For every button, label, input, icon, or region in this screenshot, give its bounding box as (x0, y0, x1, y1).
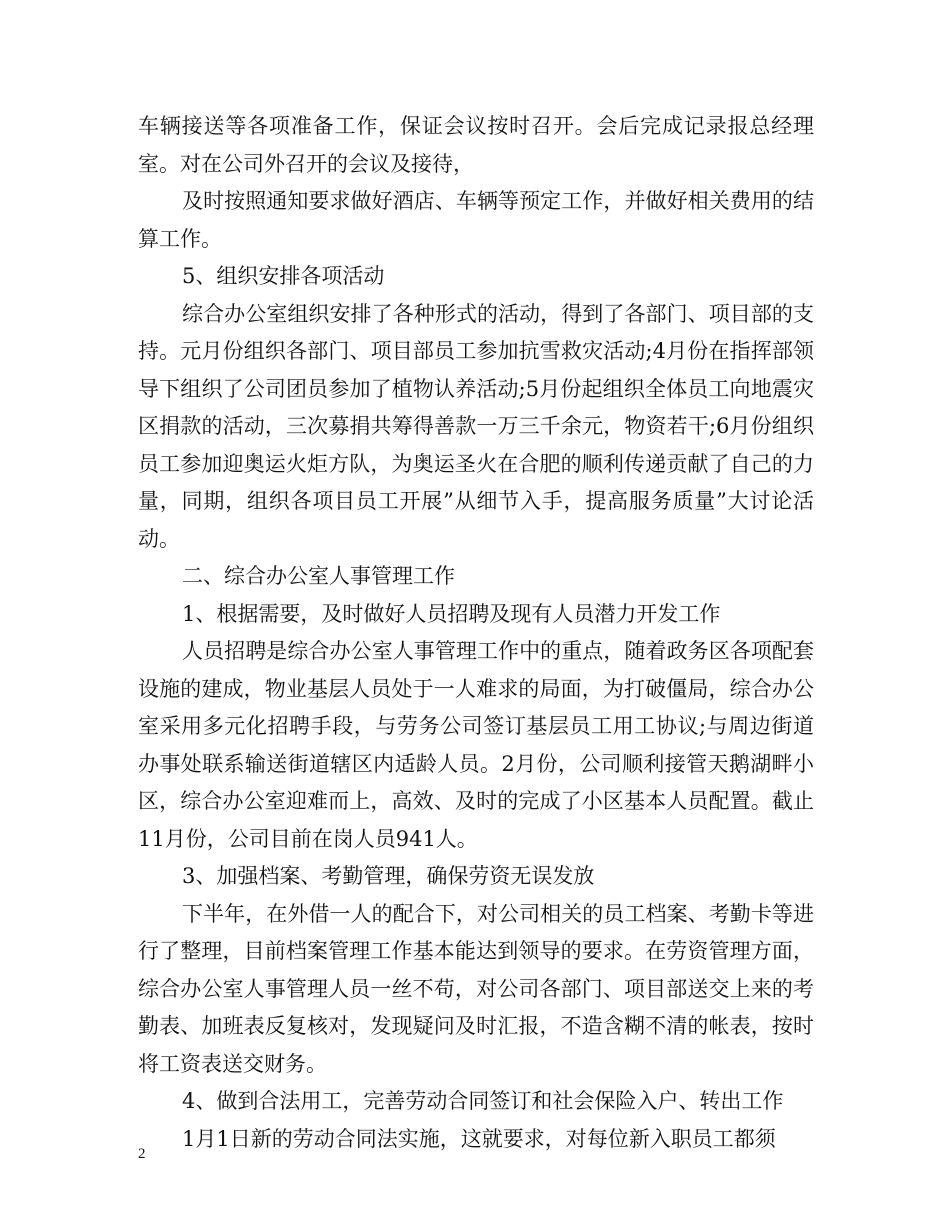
paragraph-archives-attendance: 下半年，在外借一人的配合下，对公司相关的员工档案、考勤卡等进行了整理，目前档案管理工作基本能达到领导的要求。在劳资管理方面，综合办公室人事管理人员一丝不苟，对公司各部门、项目部送交上来的考勤表、加班表反复核对，发现疑问及时汇报，不造含糊不清的帐表，按时将工资表送交财务。 (138, 901, 814, 1076)
paragraph-hotel-booking: 及时按照通知要求做好酒店、车辆等预定工作，并做好相关费用的结算工作。 (138, 189, 814, 251)
heading-labor-contracts: 4、做到合法用工，完善劳动合同签订和社会保险入户、转出工作 (182, 1089, 784, 1113)
paragraph-meeting-preparation: 车辆接送等各项准备工作，保证会议按时召开。会后完成记录报总经理室。对在公司外召开的会议及接待， (138, 114, 814, 176)
document-page (138, 108, 814, 1158)
heading-hr-management: 二、综合办公室人事管理工作 (182, 564, 455, 588)
heading-archives-attendance: 3、加强档案、考勤管理，确保劳资无误发放 (182, 864, 595, 888)
paragraph-recruitment: 人员招聘是综合办公室人事管理工作中的重点，随着政务区各项配套设施的建成，物业基层人员处于一人难求的局面，为打破僵局，综合办公室采用多元化招聘手段，与劳务公司签订基层员工用工协议;与周边街道办事处联系输送街道辖区内适龄人员。2月份，公司顺利接管天鹅湖畔小区，综合办公室迎难而上，高效、及时的完成了小区基本人员配置。截止11月份，公司目前在岗人员941人。 (138, 639, 814, 851)
heading-activities: 5、组织安排各项活动 (182, 264, 385, 288)
paragraph-activities: 综合办公室组织安排了各种形式的活动，得到了各部门、项目部的支持。元月份组织各部门、项目部员工参加抗雪救灾活动;4月份在指挥部领导下组织了公司团员参加了植物认养活动;5月份起组织全体员工向地震灾区捐款的活动，三次募捐共筹得善款一万三千余元，物资若干;6月份组织员工参加迎奥运火炬方队，为奥运圣火在合肥的顺利传递贡献了自己的力量，同期，组织各项目员工开展”从细节入手，提高服务质量”大讨论活动。 (138, 301, 814, 551)
paragraph-labor-contracts: 1月1日新的劳动合同法实施，这就要求，对每位新入职员工都须 (182, 1126, 776, 1151)
heading-recruitment: 1、根据需要，及时做好人员招聘及现有人员潜力开发工作 (182, 601, 721, 626)
page-number: 2 (138, 1146, 146, 1162)
